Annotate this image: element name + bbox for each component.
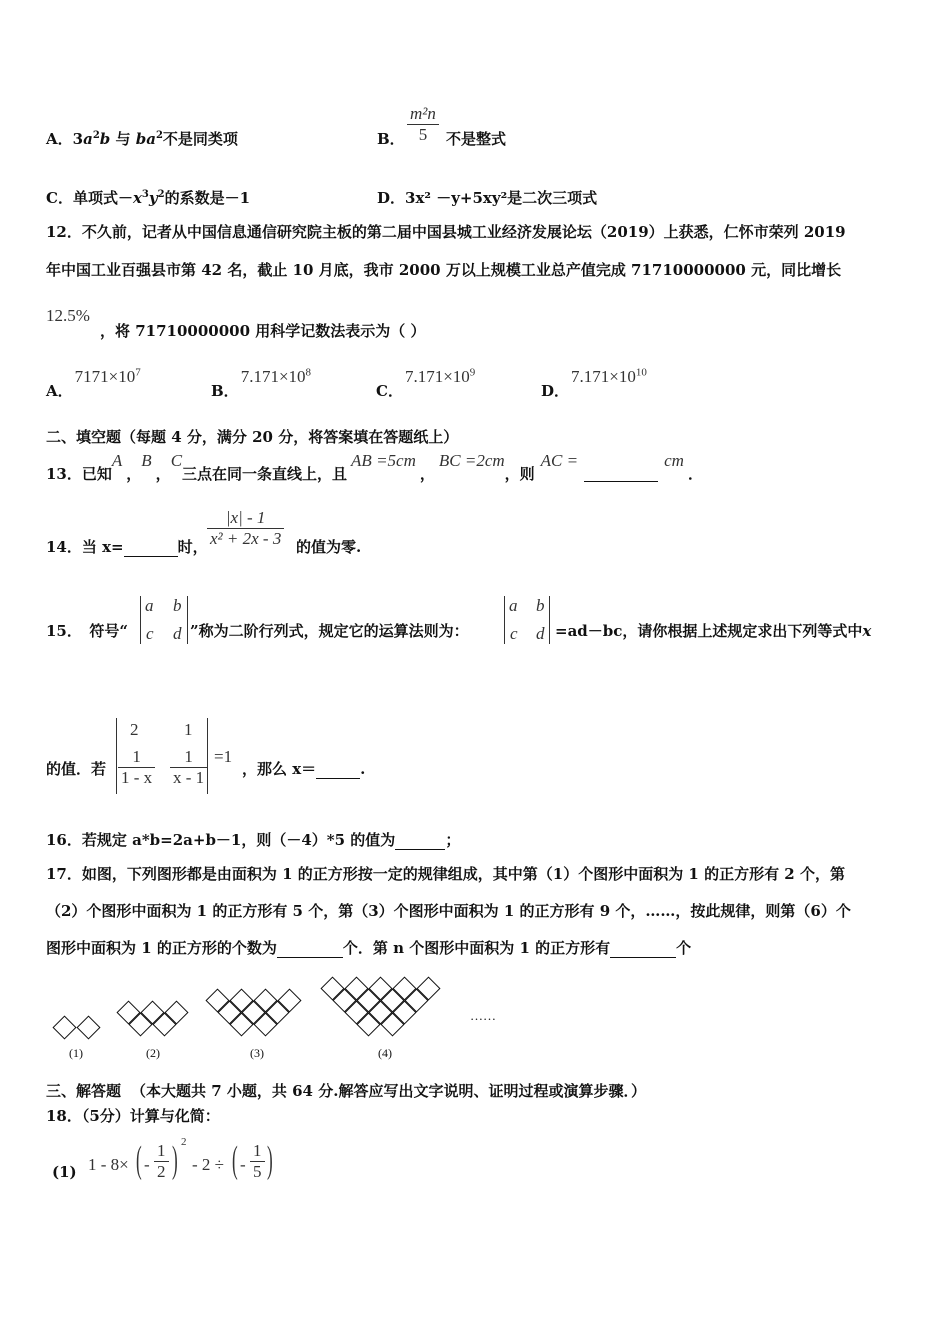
q15-det2-br: $\frac{1}{x - 1}$	[170, 747, 207, 788]
q15-line2-prefix: 的值．若	[46, 760, 107, 778]
q17-figure-label-1: (1)	[69, 1046, 83, 1060]
section-2-heading: 二、填空题（每题 4 分，满分 20 分，将答案填在答题纸上）	[46, 428, 459, 446]
q14-fraction: $\frac{|x| - 1}{\text{x² + 2x - 3}}$	[207, 508, 284, 549]
section-3-heading: 三、解答题 （本大题共 7 小题，共 64 分.解答应写出文字说明、证明过程或演算步骤．）	[46, 1082, 646, 1100]
q12-line1: 12．不久前，记者从中国信息通信研究院主板的第二届中国县城工业经济发展论坛（2019）上获悉，仁怀市荣列 2019	[46, 223, 846, 241]
q12-option-a: A．$7171\times 10^7$	[46, 366, 141, 400]
q15-det-c: c	[146, 624, 154, 643]
q18-paren-close-1: )	[172, 1139, 178, 1181]
q12-line2: 年中国工业百强县市第 42 名，截止 10 月底，我市 2000 万以上规模工业总产值完成 71710000000 元，同比增长	[46, 261, 842, 279]
q18-expr-a: 1 - 8×	[88, 1155, 129, 1174]
q15-det-a: a	[145, 596, 154, 615]
q15-det2-bl: $\frac{1}{1 - x}$	[118, 747, 155, 788]
q15-det-b: b	[173, 596, 182, 615]
q15-rule-det-b: b	[536, 596, 545, 615]
q14-answer-blank[interactable]	[124, 538, 178, 557]
q14-prefix: 14．当 x= 时，	[46, 538, 208, 556]
q12-option-d: D．$7.171\times 10^{10}$	[541, 366, 647, 400]
q18-part-1-label: (1)	[52, 1163, 77, 1181]
q18-half: $\frac{1}{2}$	[154, 1141, 169, 1182]
q11-option-d: D．3x² －y+5xy²是二次三项式	[377, 189, 598, 207]
q17-line3: 图形中面积为 1 的正方形的个数为 个．第 n 个图形中面积为 1 的正方形有 个	[46, 939, 692, 957]
q18-minus-1: -	[144, 1155, 150, 1174]
q15-line2-suffix: ，那么 x＝ .	[242, 760, 366, 778]
q18-paren-open-1: (	[136, 1139, 142, 1181]
q18-title: 18．（5分）计算与化简：	[46, 1107, 220, 1125]
q12-option-c: C．$7.171\times 10^9$	[376, 366, 476, 400]
q17-line2: （2）个图形中面积为 1 的正方形有 5 个，第（3）个图形中面积为 1 的正方形有 9 个，……，按此规律，则第（6）个	[46, 902, 851, 920]
q11-option-b-label: B．	[377, 130, 405, 148]
q16: 16．若规定 a*b=2a+b－1，则（－4）*5 的值为 ；	[46, 831, 461, 849]
q15-rule-det-c: c	[510, 624, 518, 643]
q15-eq: =1	[214, 747, 233, 766]
q18-fifth: $\frac{1}{5}$	[250, 1141, 265, 1182]
q18-paren-close-2: )	[267, 1139, 273, 1181]
q17-line1: 17．如图，下列图形都是由面积为 1 的正方形按一定的规律组成，其中第（1）个图形中面积为 1 的正方形有 2 个，第	[46, 865, 845, 883]
q15-answer-blank[interactable]	[316, 760, 360, 779]
q11-option-b-fraction: $\frac{\text{m²n}}{5}$	[407, 104, 439, 145]
q12-option-b: B．$7.171\times 10^8$	[211, 366, 312, 400]
q15-prefix: 15． 符号“	[46, 622, 129, 640]
q15-rule-det-d: d	[536, 624, 545, 643]
q15-det2-tr: 1	[184, 720, 193, 739]
q16-answer-blank[interactable]	[395, 831, 445, 850]
q17-ellipsis: ……	[470, 1008, 496, 1023]
q11-option-b-text: 不是整式	[446, 130, 507, 148]
q18-expr-b: - 2 ÷	[192, 1155, 224, 1174]
q13-answer-blank[interactable]	[584, 481, 658, 482]
q18-paren-open-2: (	[232, 1139, 238, 1181]
q15-det2-tl: 2	[130, 720, 139, 739]
q15-det-d: d	[173, 624, 182, 643]
q15-rule: =ad－bc，请你根据上述规定求出下列等式中x	[555, 622, 872, 640]
q15-rule-det-a: a	[509, 596, 518, 615]
q17-figure-label-4: (4)	[378, 1046, 392, 1060]
q11-option-c: C．单项式$-x^3y^2$的系数是－1	[46, 189, 251, 207]
q18-square: 2	[181, 1136, 187, 1148]
q17-figure-label-2: (2)	[146, 1046, 160, 1060]
q14-suffix: 的值为零.	[296, 538, 362, 556]
q11-option-a: A．$3a^2b$ 与 $ba^2$不是同类项	[46, 130, 238, 148]
q17-blank-1[interactable]	[277, 939, 343, 958]
q12-percent: 12.5%	[46, 306, 90, 325]
q17-blank-2[interactable]	[610, 939, 676, 958]
q12-line3: ，将 71710000000 用科学记数法表示为（ ）	[100, 322, 426, 340]
q15-mid: ”称为二阶行列式，规定它的运算法则为：	[190, 622, 469, 640]
q13: 13．已知A，B，C三点在同一条直线上，且AB =5cm，BC =2cm，则AC = cm．	[46, 451, 703, 483]
q18-minus-2: -	[240, 1155, 246, 1174]
q17-figure-label-3: (3)	[250, 1046, 264, 1060]
